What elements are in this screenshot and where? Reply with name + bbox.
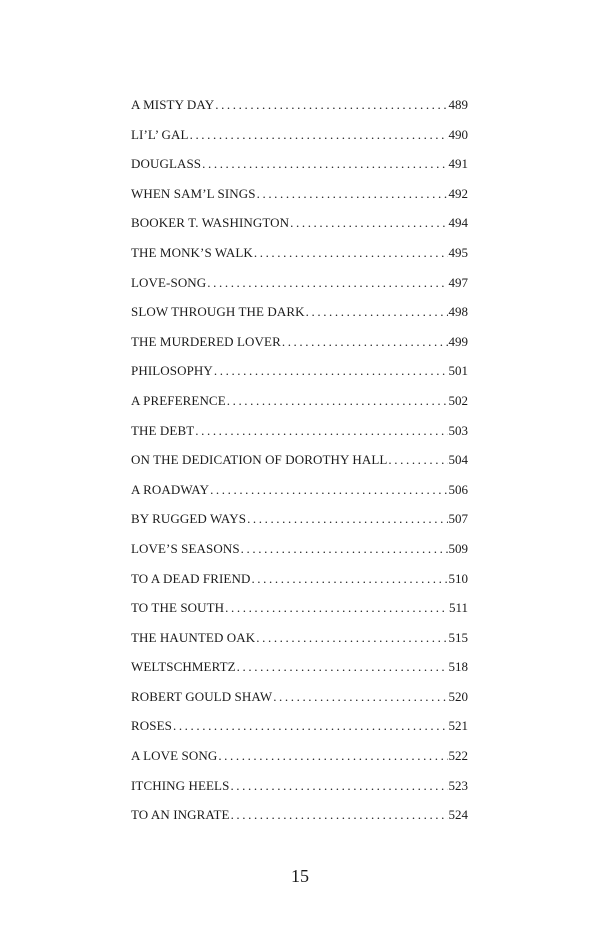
toc-entry (131, 504, 468, 534)
toc-entry (131, 623, 468, 653)
toc-entry-page: 501 (448, 363, 468, 379)
dot-leader (388, 445, 447, 475)
toc-entry-title: THE DEBT (131, 422, 195, 438)
toc-entry-page: 499 (448, 333, 468, 349)
dot-leader (207, 268, 447, 298)
toc-entry (131, 771, 468, 801)
toc-entry-title: A MISTY DAY (131, 97, 215, 112)
dot-leader (215, 90, 447, 120)
toc-entry-page: 497 (448, 274, 468, 290)
dot-leader (257, 179, 448, 209)
toc-entry (131, 593, 468, 623)
dot-leader (218, 741, 447, 771)
toc-entry (131, 475, 468, 505)
toc-entry (131, 90, 468, 120)
toc-entry-page: 518 (448, 659, 468, 675)
dot-leader (254, 238, 448, 268)
toc-entry-title: LOVE’S SEASONS (131, 540, 240, 556)
toc-entry (131, 297, 468, 327)
toc-entry (131, 327, 468, 357)
toc-entry-page: 523 (448, 777, 468, 793)
toc-entry-page: 492 (448, 185, 468, 201)
dot-leader (273, 682, 447, 712)
toc-entry (131, 682, 468, 712)
toc-entry (131, 416, 468, 446)
toc-entry-title: THE HAUNTED OAK (131, 629, 256, 645)
toc-entry (131, 652, 468, 682)
toc-entry-page: 510 (448, 570, 468, 586)
dot-leader (282, 327, 448, 357)
toc-entry-page: 495 (448, 244, 468, 260)
toc-entry-page: 506 (448, 481, 468, 497)
toc-entry-title: A LOVE SONG (131, 748, 218, 764)
toc-entry-page: 503 (448, 422, 468, 438)
toc-entry-title: LOVE-SONG (131, 274, 207, 290)
toc-entry-page: 520 (448, 688, 468, 704)
toc-entry-title: ON THE DEDICATION OF DOROTHY HALL (131, 452, 388, 468)
dot-leader (230, 771, 447, 801)
dot-leader (251, 564, 447, 594)
toc-entry (131, 120, 468, 150)
toc-entry-page: 524 (448, 807, 468, 823)
toc-entry (131, 741, 468, 771)
toc-entry-title: A ROADWAY (131, 481, 210, 497)
dot-leader (241, 534, 448, 564)
toc-entry-title: PHILOSOPHY (131, 363, 213, 379)
dot-leader (247, 504, 447, 534)
toc-entry-title: DOUGLASS (131, 156, 202, 172)
dot-leader (202, 149, 447, 179)
dot-leader (195, 416, 447, 446)
toc-entry-page: 521 (448, 718, 468, 734)
toc-entry (131, 268, 468, 298)
toc-entry-title: ROBERT GOULD SHAW (131, 688, 273, 704)
toc-entry-page: 490 (448, 126, 468, 142)
toc-entry (131, 386, 468, 416)
dot-leader (237, 652, 448, 682)
dot-leader (231, 800, 448, 830)
dot-leader (227, 386, 448, 416)
toc-entry-title: TO A DEAD FRIEND (131, 570, 251, 586)
toc-entry-page: 494 (448, 215, 468, 231)
toc-entry (131, 564, 468, 594)
dot-leader (214, 356, 448, 386)
toc-entry-title: LI’L’ GAL (131, 126, 189, 142)
toc-entry-page: 489 (448, 97, 468, 112)
toc-entry-title: BOOKER T. WASHINGTON (131, 215, 290, 231)
toc-entry-title: WELTSCHMERTZ (131, 659, 236, 675)
toc-entry-title: WHEN SAM’L SINGS (131, 185, 256, 201)
dot-leader (290, 208, 447, 238)
toc-entry-title: A PREFERENCE (131, 392, 226, 408)
dot-leader (190, 120, 448, 150)
dot-leader (256, 623, 447, 653)
page-number: 15 (291, 866, 309, 886)
dot-leader (173, 711, 448, 741)
toc-entry-page: 507 (448, 511, 468, 527)
toc-entry-title: THE MONK’S WALK (131, 244, 253, 260)
toc-entry-title: ITCHING HEELS (131, 777, 230, 793)
toc-entry-title: ROSES (131, 718, 172, 734)
toc-entry (131, 534, 468, 564)
toc-entry (131, 711, 468, 741)
toc-entry (131, 179, 468, 209)
toc-entry-title: TO THE SOUTH (131, 600, 225, 616)
toc-entry (131, 445, 468, 475)
toc-entry (131, 800, 468, 830)
toc-entry-title: BY RUGGED WAYS (131, 511, 247, 527)
toc-entry-title: TO AN INGRATE (131, 807, 230, 823)
table-of-contents (131, 90, 468, 830)
dot-leader (306, 297, 448, 327)
toc-entry-page: 498 (448, 304, 468, 320)
toc-entry-page: 511 (448, 600, 468, 616)
toc-entry-page: 504 (448, 452, 468, 468)
toc-entry (131, 238, 468, 268)
dot-leader (225, 593, 448, 623)
dot-leader (210, 475, 447, 505)
toc-entry-page: 515 (448, 629, 468, 645)
toc-entry-page: 491 (448, 156, 468, 172)
toc-entry-page: 502 (448, 392, 468, 408)
toc-entry (131, 356, 468, 386)
toc-entry (131, 149, 468, 179)
toc-entry-title: SLOW THROUGH THE DARK (131, 304, 305, 320)
toc-entry-page: 522 (448, 748, 468, 764)
toc-entry-title: THE MURDERED LOVER (131, 333, 281, 349)
toc-entry (131, 208, 468, 238)
toc-entry-page: 509 (448, 540, 468, 556)
